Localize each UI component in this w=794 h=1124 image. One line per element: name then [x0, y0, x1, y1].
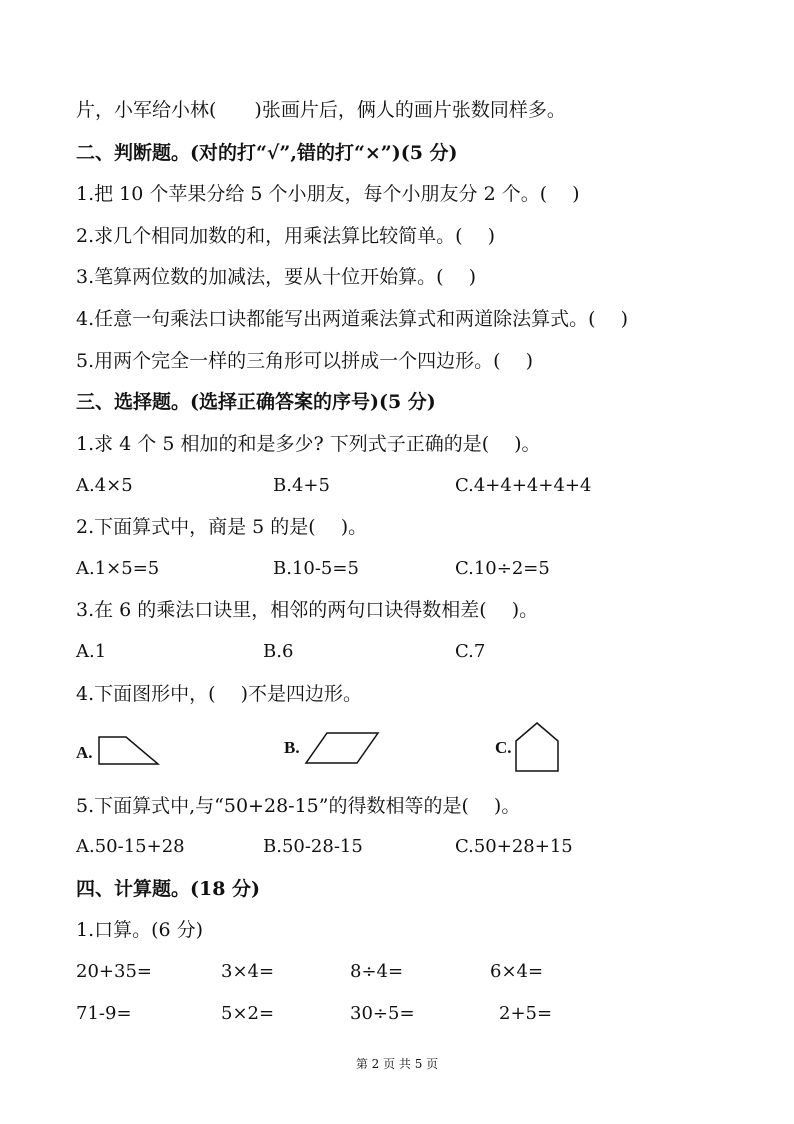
section2-title: 二、判断题。(对的打“√”,错的打“×”)(5 分)	[76, 142, 458, 164]
calc-r2-c2: 5×2=	[221, 1003, 275, 1024]
choice-q3: 3.在 6 的乘法口诀里，相邻的两句口诀得数相差( )。	[76, 599, 539, 621]
choice-q3-option-a: A.1	[76, 641, 107, 662]
trapezoid-shape	[96, 733, 166, 769]
choice-q2-option-b: B.10-5=5	[273, 558, 359, 579]
calc-r1-c4: 6×4=	[490, 961, 544, 982]
choice-q2: 2.下面算式中，商是 5 的是( )。	[76, 516, 368, 538]
section4-title: 四、计算题。(18 分)	[76, 878, 261, 900]
choice-q1-option-b: B.4+5	[273, 475, 330, 496]
judge-item-3: 3.笔算两位数的加减法，要从十位开始算。( )	[76, 266, 476, 288]
calc-r2-c3: 30÷5=	[350, 1003, 415, 1024]
calc-r1-c3: 8÷4=	[350, 961, 404, 982]
shape-label-c: C.	[495, 738, 512, 757]
shape-label-a: A.	[76, 743, 93, 762]
calc-r1-c1: 20+35=	[76, 961, 152, 982]
section3-title: 三、选择题。(选择正确答案的序号)(5 分)	[76, 391, 436, 413]
judge-item-5: 5.用两个完全一样的三角形可以拼成一个四边形。( )	[76, 350, 533, 372]
choice-q1: 1.求 4 个 5 相加的和是多少? 下列式子正确的是( )。	[76, 433, 541, 455]
choice-q5: 5.下面算式中,与“50+28-15”的得数相等的是( )。	[76, 795, 521, 817]
continuation-text: 片，小军给小林( )张画片后，俩人的画片张数同样多。	[76, 99, 566, 121]
choice-q3-option-c: C.7	[455, 641, 486, 662]
calc-r2-c4: 2+5=	[499, 1003, 553, 1024]
choice-q5-option-b: B.50-28-15	[263, 836, 363, 857]
choice-q4: 4.下面图形中，( )不是四边形。	[76, 683, 362, 705]
choice-q5-option-c: C.50+28+15	[455, 836, 573, 857]
choice-q5-option-a: A.50-15+28	[76, 836, 185, 857]
judge-item-2: 2.求几个相同加数的和，用乘法算比较简单。( )	[76, 225, 495, 247]
judge-item-1: 1.把 10 个苹果分给 5 个小朋友，每个小朋友分 2 个。( )	[76, 183, 580, 205]
judge-item-4: 4.任意一句乘法口诀都能写出两道乘法算式和两道除法算式。( )	[76, 308, 628, 330]
parallelogram-shape	[303, 730, 383, 766]
calc-r2-c1: 71-9=	[76, 1003, 132, 1024]
choice-q2-option-a: A.1×5=5	[76, 558, 160, 579]
choice-q2-option-c: C.10÷2=5	[455, 558, 550, 579]
oral-calc-subtitle: 1.口算。(6 分)	[76, 919, 204, 941]
shape-label-b: B.	[284, 738, 300, 757]
pentagon-shape	[513, 720, 561, 774]
page-number-footer: 第 2 页 共 5 页	[355, 1057, 439, 1071]
choice-q1-option-c: C.4+4+4+4+4	[455, 475, 592, 496]
choice-q3-option-b: B.6	[263, 641, 294, 662]
calc-r1-c2: 3×4=	[221, 961, 275, 982]
choice-q1-option-a: A.4×5	[76, 475, 133, 496]
